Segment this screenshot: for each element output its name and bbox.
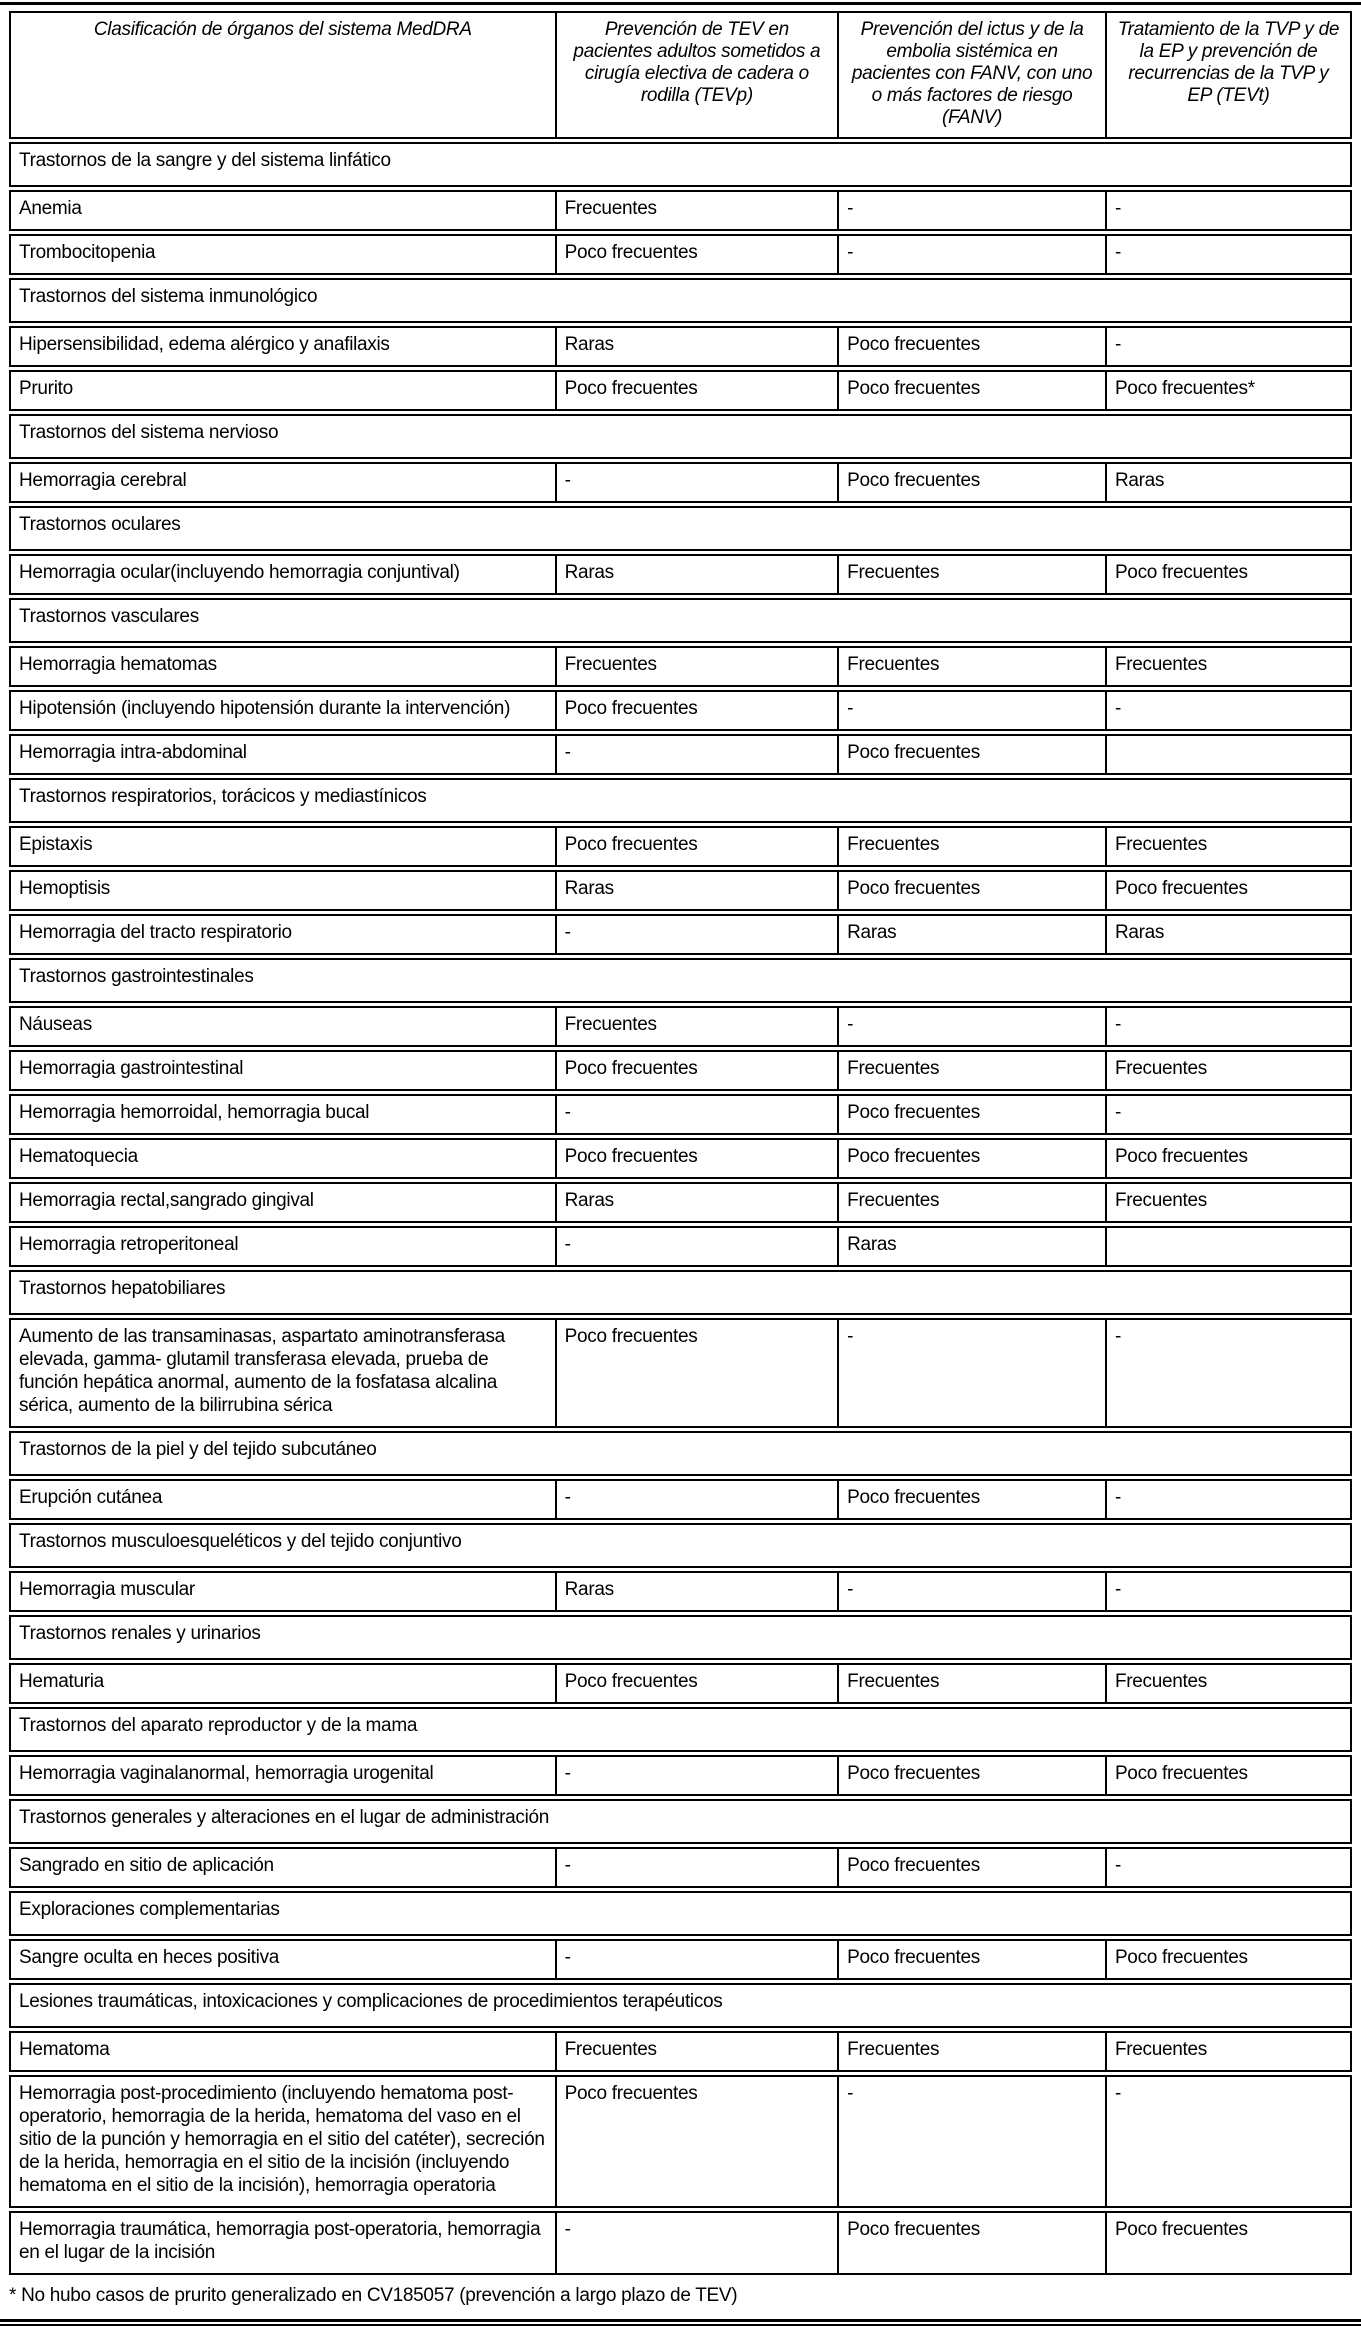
table-row	[9, 190, 1352, 231]
tevp-cell: Raras	[555, 1184, 838, 1221]
table-row	[9, 1182, 1352, 1223]
fanv-cell: Frecuentes	[837, 2033, 1105, 2070]
tevp-cell: Poco frecuentes	[555, 1140, 838, 1177]
tevt-cell	[1105, 1228, 1350, 1265]
tevt-cell: -	[1105, 692, 1350, 729]
tevp-cell: Frecuentes	[555, 192, 838, 229]
table-row	[9, 234, 1352, 275]
table-row	[9, 1663, 1352, 1704]
soc-cell: Hemorragia retroperitoneal	[19, 1234, 239, 1255]
fanv-cell: Poco frecuentes	[837, 1849, 1105, 1886]
fanv-cell: Poco frecuentes	[837, 872, 1105, 909]
soc-cell: Hemorragia cerebral	[19, 470, 187, 491]
table-row	[9, 734, 1352, 775]
table-row	[9, 1050, 1352, 1091]
table-row	[9, 2211, 1352, 2275]
fanv-cell: -	[837, 192, 1105, 229]
soc-cell: Hemoptisis	[19, 878, 110, 899]
soc-cell: Hematoma	[19, 2039, 110, 2060]
tevp-cell: Poco frecuentes	[555, 1320, 838, 1426]
soc-cell: Hemorragia gastrointestinal	[19, 1058, 244, 1079]
tevt-cell: Poco frecuentes	[1105, 1941, 1350, 1978]
fanv-cell: -	[837, 1008, 1105, 1045]
fanv-cell: Raras	[837, 916, 1105, 953]
category-label: Trastornos oculares	[19, 514, 181, 535]
table-row	[9, 1006, 1352, 1047]
soc-cell: Hemorragia intra-abdominal	[19, 742, 247, 763]
tevt-cell: -	[1105, 236, 1350, 273]
table-footnote: * No hubo casos de prurito generalizado en CV185057 (prevención a largo plazo de TEV)	[9, 2285, 738, 2306]
fanv-cell: Frecuentes	[837, 648, 1105, 685]
soc-cell: Hemorragia del tracto respiratorio	[19, 922, 292, 943]
soc-cell: Hipotensión (incluyendo hipotensión durante la intervención)	[19, 698, 511, 719]
fanv-cell: Poco frecuentes	[837, 1757, 1105, 1794]
category-label: Trastornos de la sangre y del sistema linfático	[19, 150, 391, 171]
tevt-cell: Poco frecuentes	[1105, 556, 1350, 593]
table-row	[9, 1138, 1352, 1179]
soc-cell: Náuseas	[19, 1014, 92, 1035]
fanv-cell: Poco frecuentes	[837, 1941, 1105, 1978]
column-header-tevp: Prevención de TEV en pacientes adultos sometidos a cirugía electiva de cadera o rodilla (TEVp)	[555, 13, 838, 137]
category-row	[9, 414, 1352, 459]
table-row	[9, 1318, 1352, 1428]
table-row	[9, 690, 1352, 731]
category-label: Trastornos renales y urinarios	[19, 1623, 261, 1644]
category-label: Trastornos gastrointestinales	[19, 966, 254, 987]
soc-cell: Hemorragia hematomas	[19, 654, 217, 675]
column-header-fanv: Prevención del ictus y de la embolia sistémica en pacientes con FANV, con uno o más factores de riesgo (FANV)	[837, 13, 1105, 137]
soc-cell: Trombocitopenia	[19, 242, 156, 263]
fanv-cell: -	[837, 1573, 1105, 1610]
category-label: Trastornos del aparato reproductor y de la mama	[19, 1715, 418, 1736]
soc-cell: Sangre oculta en heces positiva	[19, 1947, 280, 1968]
category-label: Trastornos vasculares	[19, 606, 199, 627]
tevt-cell: Poco frecuentes	[1105, 1140, 1350, 1177]
category-row	[9, 1799, 1352, 1844]
soc-cell: Epistaxis	[19, 834, 93, 855]
tevp-cell: -	[555, 1849, 838, 1886]
category-label: Lesiones traumáticas, intoxicaciones y complicaciones de procedimientos terapéuticos	[19, 1991, 723, 2012]
tevt-cell: Poco frecuentes	[1105, 2213, 1350, 2273]
tevt-cell: Frecuentes	[1105, 1665, 1350, 1702]
table-header-row	[9, 11, 1352, 139]
category-label: Trastornos del sistema nervioso	[19, 422, 279, 443]
table-row	[9, 646, 1352, 687]
tevp-cell: -	[555, 1096, 838, 1133]
tevt-cell: -	[1105, 192, 1350, 229]
category-row	[9, 1523, 1352, 1568]
tevp-cell: -	[555, 1481, 838, 1518]
category-row	[9, 1707, 1352, 1752]
soc-cell: Hipersensibilidad, edema alérgico y anafilaxis	[19, 334, 390, 355]
category-label: Trastornos del sistema inmunológico	[19, 286, 318, 307]
tevp-cell: Poco frecuentes	[555, 1052, 838, 1089]
table-row	[9, 1755, 1352, 1796]
fanv-cell: Frecuentes	[837, 1052, 1105, 1089]
category-row	[9, 778, 1352, 823]
soc-cell: Hemorragia post-procedimiento (incluyendo hematoma post-operatorio, hemorragia de la herida, hematoma del vaso en el sitio de la punción y hemorragia en el sitio del catéter), secreción de la herida, hemorragia en el sitio de la incisión (incluyendo hematoma en el sitio de la incisión), hemorragia operatoria	[19, 2083, 545, 2196]
table-row	[9, 2075, 1352, 2208]
tevt-cell: -	[1105, 1573, 1350, 1610]
category-label: Trastornos musculoesqueléticos y del tejido conjuntivo	[19, 1531, 462, 1552]
tevp-cell: Frecuentes	[555, 1008, 838, 1045]
tevp-cell: Raras	[555, 556, 838, 593]
tevp-cell: Frecuentes	[555, 2033, 838, 2070]
tevp-cell: Raras	[555, 872, 838, 909]
tevt-cell: -	[1105, 1096, 1350, 1133]
fanv-cell: -	[837, 2077, 1105, 2206]
category-row	[9, 1983, 1352, 2028]
category-row	[9, 598, 1352, 643]
soc-cell: Hemorragia hemorroidal, hemorragia bucal	[19, 1102, 370, 1123]
tevt-cell: Poco frecuentes*	[1105, 372, 1350, 409]
category-row	[9, 506, 1352, 551]
tevp-cell: -	[555, 1228, 838, 1265]
fanv-cell: Poco frecuentes	[837, 1096, 1105, 1133]
fanv-cell: -	[837, 692, 1105, 729]
tevt-cell: -	[1105, 1320, 1350, 1426]
column-header-tevt: Tratamiento de la TVP y de la EP y prevención de recurrencias de la TVP y EP (TEVt)	[1105, 13, 1350, 137]
fanv-cell: Poco frecuentes	[837, 736, 1105, 773]
table-row	[9, 554, 1352, 595]
category-label: Trastornos generales y alteraciones en el lugar de administración	[19, 1807, 550, 1828]
fanv-cell: Poco frecuentes	[837, 1481, 1105, 1518]
fanv-cell: Poco frecuentes	[837, 1140, 1105, 1177]
tevt-cell: Frecuentes	[1105, 648, 1350, 685]
tevp-cell: -	[555, 916, 838, 953]
soc-cell: Anemia	[19, 198, 82, 219]
top-rule	[0, 2, 1361, 5]
category-row	[9, 958, 1352, 1003]
tevt-cell: Raras	[1105, 464, 1350, 501]
soc-cell: Hematoquecia	[19, 1146, 138, 1167]
table-row	[9, 1571, 1352, 1612]
category-row	[9, 1891, 1352, 1936]
soc-cell: Hemorragia vaginalanormal, hemorragia urogenital	[19, 1763, 434, 1784]
tevt-cell: Frecuentes	[1105, 1052, 1350, 1089]
soc-cell: Hemorragia ocular(incluyendo hemorragia conjuntival)	[19, 562, 460, 583]
table-row	[9, 462, 1352, 503]
category-row	[9, 1270, 1352, 1315]
tevt-cell: Poco frecuentes	[1105, 1757, 1350, 1794]
tevt-cell: Raras	[1105, 916, 1350, 953]
table-row	[9, 2031, 1352, 2072]
table-row	[9, 326, 1352, 367]
table-row	[9, 870, 1352, 911]
tevp-cell: Poco frecuentes	[555, 828, 838, 865]
tevt-cell: -	[1105, 2077, 1350, 2206]
tevp-cell: Poco frecuentes	[555, 2077, 838, 2206]
category-label: Exploraciones complementarias	[19, 1899, 280, 1920]
tevt-cell: Frecuentes	[1105, 828, 1350, 865]
tevt-cell: Poco frecuentes	[1105, 872, 1350, 909]
table-row	[9, 1939, 1352, 1980]
category-row	[9, 1615, 1352, 1660]
category-row	[9, 278, 1352, 323]
table-row	[9, 1226, 1352, 1267]
tevp-cell: -	[555, 1757, 838, 1794]
tevt-cell: -	[1105, 328, 1350, 365]
category-row	[9, 1431, 1352, 1476]
tevp-cell: -	[555, 736, 838, 773]
fanv-cell: Poco frecuentes	[837, 328, 1105, 365]
fanv-cell: Frecuentes	[837, 828, 1105, 865]
adverse-reactions-table	[9, 11, 1352, 2275]
table-row	[9, 826, 1352, 867]
fanv-cell: Frecuentes	[837, 1665, 1105, 1702]
category-label: Trastornos de la piel y del tejido subcutáneo	[19, 1439, 377, 1460]
table-row	[9, 914, 1352, 955]
tevt-cell	[1105, 736, 1350, 773]
tevp-cell: Poco frecuentes	[555, 1665, 838, 1702]
tevt-cell: -	[1105, 1849, 1350, 1886]
category-label: Trastornos hepatobiliares	[19, 1278, 226, 1299]
document-page	[0, 2, 1361, 2326]
soc-cell: Sangrado en sitio de aplicación	[19, 1855, 274, 1876]
tevp-cell: Raras	[555, 1573, 838, 1610]
table-row	[9, 370, 1352, 411]
table-row	[9, 1847, 1352, 1888]
tevt-cell: Frecuentes	[1105, 2033, 1350, 2070]
tevt-cell: Frecuentes	[1105, 1184, 1350, 1221]
tevt-cell: -	[1105, 1008, 1350, 1045]
soc-cell: Hematuria	[19, 1671, 104, 1692]
soc-cell: Prurito	[19, 378, 73, 399]
tevt-cell: -	[1105, 1481, 1350, 1518]
table-row	[9, 1479, 1352, 1520]
tevp-cell: -	[555, 464, 838, 501]
soc-cell: Aumento de las transaminasas, aspartato aminotransferasa elevada, gamma- glutamil transferasa elevada, prueba de función hepática anormal, aumento de la fosfatasa alcalina sérica, aumento de la bilirrubina sérica	[19, 1326, 505, 1416]
fanv-cell: Frecuentes	[837, 556, 1105, 593]
tevp-cell: -	[555, 2213, 838, 2273]
fanv-cell: Poco frecuentes	[837, 2213, 1105, 2273]
tevp-cell: Poco frecuentes	[555, 372, 838, 409]
fanv-cell: Frecuentes	[837, 1184, 1105, 1221]
tevp-cell: Poco frecuentes	[555, 236, 838, 273]
soc-cell: Hemorragia muscular	[19, 1579, 195, 1600]
table-row	[9, 1094, 1352, 1135]
category-label: Trastornos respiratorios, torácicos y mediastínicos	[19, 786, 427, 807]
table-body	[9, 142, 1352, 2275]
fanv-cell: -	[837, 1320, 1105, 1426]
tevp-cell: Poco frecuentes	[555, 692, 838, 729]
fanv-cell: -	[837, 236, 1105, 273]
column-header-soc: Clasificación de órganos del sistema MedDRA	[93, 19, 472, 40]
soc-cell: Erupción cutánea	[19, 1487, 163, 1508]
tevp-cell: -	[555, 1941, 838, 1978]
category-row	[9, 142, 1352, 187]
soc-cell: Hemorragia rectal,sangrado gingival	[19, 1190, 314, 1211]
soc-cell: Hemorragia traumática, hemorragia post-operatoria, hemorragia en el lugar de la incisión	[19, 2219, 541, 2263]
tevp-cell: Raras	[555, 328, 838, 365]
fanv-cell: Poco frecuentes	[837, 464, 1105, 501]
fanv-cell: Raras	[837, 1228, 1105, 1265]
fanv-cell: Poco frecuentes	[837, 372, 1105, 409]
tevp-cell: Frecuentes	[555, 648, 838, 685]
